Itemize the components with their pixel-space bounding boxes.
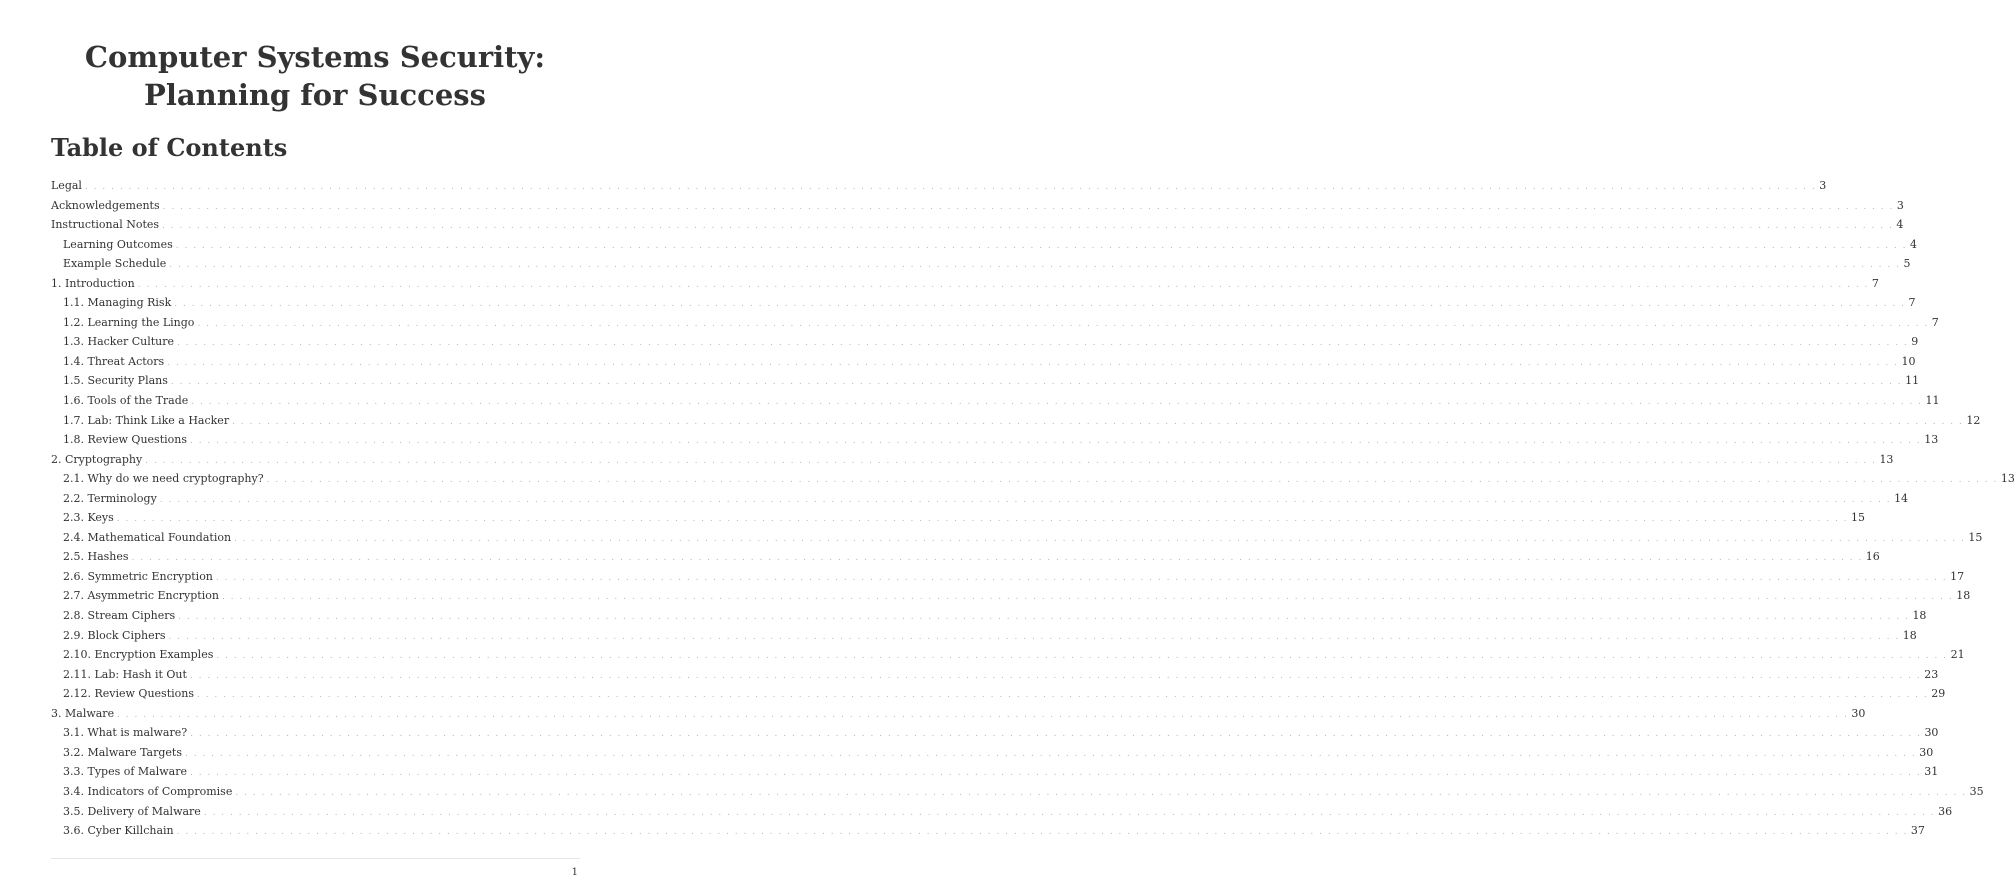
toc-dot-leader: . . . . . . . . . . . . . . . . . . . . . . . . . . . . . . . . . . . . . . . . . . . . . . . . . . . . . . . . . . . . . . . . . . . . . . . . . . . . . . . . . . . . . . . . . . . . . . . . . . . . . . . . . . . . . . . . . . . . . . . . . . . . . . . . . . . . . . . . . . . . . . . . . . . . . . . . . . . . . . . . . . . . . . . . . . . . . . . . . . . . . . . . . . . . . . . . . . . . . . .: [176, 827, 1908, 838]
toc-entry-page: 30: [1919, 745, 1934, 759]
toc-entry[interactable]: [51, 586, 1971, 606]
toc-entry-label: 2.9. Block Ciphers: [63, 628, 166, 642]
toc-entry-label: Instructional Notes: [51, 218, 160, 232]
toc-dot-leader: . . . . . . . . . . . . . . . . . . . . . . . . . . . . . . . . . . . . . . . . . . . . . . . . . . . . . . . . . . . . . . . . . . . . . . . . . . . . . . . . . . . . . . . . . . . . . . . . . . . . . . . . . . . . . . . . . . . . . . . . . . . . . . . . . . . . . . . . . . . . . . . . . . . . . . . . . . . . . . . . . . . . . . . . . . . . . . . . . . . . . . . . . . . . . . . . . . . . . . .: [184, 748, 1917, 759]
toc-entry-page: 30: [1851, 706, 1866, 720]
toc-dot-leader: . . . . . . . . . . . . . . . . . . . . . . . . . . . . . . . . . . . . . . . . . . . . . . . . . . . . . . . . . . . . . . . . . . . . . . . . . . . . . . . . . . . . . . . . . . . . . . . . . . . . . . . . . . . . . . . . . . . . . . . . . . . . . . . . . . . . . . . . . . . . . . . . . . . . . . . . . . . . . . . . . . . . . . . . . . . . . . . . . . . . . . . . . . . . . . . . . . . . . . .: [235, 787, 1967, 798]
toc-entry[interactable]: [51, 176, 1827, 196]
toc-dot-leader: . . . . . . . . . . . . . . . . . . . . . . . . . . . . . . . . . . . . . . . . . . . . . . . . . . . . . . . . . . . . . . . . . . . . . . . . . . . . . . . . . . . . . . . . . . . . . . . . . . . . . . . . . . . . . . . . . . . . . . . . . . . . . . . . . . . . . . . . . . . . . . . . . . . . . . . . . . . . . . . . . . . . . . . . . . . . . . . . . . . . . . . . . . . . . . . . . . . . . . .: [169, 260, 1901, 271]
toc-entry-page: 18: [1912, 609, 1927, 623]
toc-entry-label: 2.5. Hashes: [63, 550, 129, 564]
toc-entry-page: 14: [1894, 491, 1909, 505]
toc-entry-label: 1.3. Hacker Culture: [63, 335, 175, 349]
toc-entry-label: 2.3. Keys: [63, 511, 114, 525]
document-title-line-2: Planning for Success: [144, 78, 486, 112]
toc-entry-label: 1.2. Learning the Lingo: [63, 315, 195, 329]
toc-dot-leader: . . . . . . . . . . . . . . . . . . . . . . . . . . . . . . . . . . . . . . . . . . . . . . . . . . . . . . . . . . . . . . . . . . . . . . . . . . . . . . . . . . . . . . . . . . . . . . . . . . . . . . . . . . . . . . . . . . . . . . . . . . . . . . . . . . . . . . . . . . . . . . . . . . . . . . . . . . . . . . . . . . . . . . . . . . . . . . . . . . . . . . . . . . . . . . . . . . . . . . .: [221, 592, 1954, 603]
toc-entry-label: 1.4. Threat Actors: [63, 354, 165, 368]
page-number: 1: [571, 867, 578, 878]
toc-dot-leader: . . . . . . . . . . . . . . . . . . . . . . . . . . . . . . . . . . . . . . . . . . . . . . . . . . . . . . . . . . . . . . . . . . . . . . . . . . . . . . . . . . . . . . . . . . . . . . . . . . . . . . . . . . . . . . . . . . . . . . . . . . . . . . . . . . . . . . . . . . . . . . . . . . . . . . . . . . . . . . . . . . . . . . . . . . . . . . . . . . . . . . . . . . . . . . . . . . . . . . .: [191, 397, 1923, 408]
toc-entry-page: 3: [1896, 198, 1904, 212]
toc-entry-label: 2.10. Encryption Examples: [63, 648, 214, 662]
toc-entry[interactable]: [51, 489, 1909, 509]
toc-dot-leader: . . . . . . . . . . . . . . . . . . . . . . . . . . . . . . . . . . . . . . . . . . . . . . . . . . . . . . . . . . . . . . . . . . . . . . . . . . . . . . . . . . . . . . . . . . . . . . . . . . . . . . . . . . . . . . . . . . . . . . . . . . . . . . . . . . . . . . . . . . . . . . . . . . . . . . . . . . . . . . . . . . . . . . . . . . . . . . . . . . . . . . . . . . . . . . . . . . . . . . .: [190, 729, 1922, 740]
toc-entry[interactable]: [51, 528, 1983, 548]
document-title: [0, 38, 630, 114]
toc-dot-leader: . . . . . . . . . . . . . . . . . . . . . . . . . . . . . . . . . . . . . . . . . . . . . . . . . . . . . . . . . . . . . . . . . . . . . . . . . . . . . . . . . . . . . . . . . . . . . . . . . . . . . . . . . . . . . . . . . . . . . . . . . . . . . . . . . . . . . . . . . . . . . . . . . . . . . . . . . . . . . . . . . . . . . . . . . . . . . . . . . . . . . . . . . . . . . . . . . . . . . . .: [162, 201, 1894, 212]
toc-entry-label: 3.1. What is malware?: [63, 726, 188, 740]
toc-entry-label: Learning Outcomes: [63, 237, 173, 251]
toc-entry-page: 31: [1924, 765, 1939, 779]
toc-entry[interactable]: [51, 371, 1920, 391]
toc-entry-label: 1.6. Tools of the Trade: [63, 394, 189, 408]
toc-entry-page: 30: [1924, 726, 1939, 740]
toc-entry[interactable]: [51, 704, 1866, 724]
toc-dot-leader: . . . . . . . . . . . . . . . . . . . . . . . . . . . . . . . . . . . . . . . . . . . . . . . . . . . . . . . . . . . . . . . . . . . . . . . . . . . . . . . . . . . . . . . . . . . . . . . . . . . . . . . . . . . . . . . . . . . . . . . . . . . . . . . . . . . . . . . . . . . . . . . . . . . . . . . . . . . . . . . . . . . . . . . . . . . . . . . . . . . . . . . . . . . . . . . . . . . . . . .: [232, 416, 1964, 427]
toc-entry[interactable]: [51, 821, 1925, 841]
toc-entry-page: 15: [1968, 530, 1983, 544]
toc-entry-label: 1.7. Lab: Think Like a Hacker: [63, 413, 230, 427]
toc-entry-page: 36: [1938, 804, 1953, 818]
toc-entry[interactable]: [51, 450, 1894, 470]
toc-dot-leader: . . . . . . . . . . . . . . . . . . . . . . . . . . . . . . . . . . . . . . . . . . . . . . . . . . . . . . . . . . . . . . . . . . . . . . . . . . . . . . . . . . . . . . . . . . . . . . . . . . . . . . . . . . . . . . . . . . . . . . . . . . . . . . . . . . . . . . . . . . . . . . . . . . . . . . . . . . . . . . . . . . . . . . . . . . . . . . . . . . . . . . . . . . . . . . . . . . . . . . .: [170, 377, 1903, 388]
toc-entry-label: 3.5. Delivery of Malware: [63, 804, 201, 818]
toc-dot-leader: . . . . . . . . . . . . . . . . . . . . . . . . . . . . . . . . . . . . . . . . . . . . . . . . . . . . . . . . . . . . . . . . . . . . . . . . . . . . . . . . . . . . . . . . . . . . . . . . . . . . . . . . . . . . . . . . . . . . . . . . . . . . . . . . . . . . . . . . . . . . . . . . . . . . . . . . . . . . . . . . . . . . . . . . . . . . . . . . . . . . . . . . . . . . . . . . . . . . . . .: [190, 768, 1922, 779]
toc-dot-leader: . . . . . . . . . . . . . . . . . . . . . . . . . . . . . . . . . . . . . . . . . . . . . . . . . . . . . . . . . . . . . . . . . . . . . . . . . . . . . . . . . . . . . . . . . . . . . . . . . . . . . . . . . . . . . . . . . . . . . . . . . . . . . . . . . . . . . . . . . . . . . . . . . . . . . . . . . . . . . . . . . . . . . . . . . . . . . . . . . . . . . . . . . . . . . . . . . . . . . . .: [167, 357, 1899, 368]
toc-entry-page: 11: [1905, 374, 1920, 388]
toc-entry-label: 2.4. Mathematical Foundation: [63, 530, 232, 544]
toc-dot-leader: . . . . . . . . . . . . . . . . . . . . . . . . . . . . . . . . . . . . . . . . . . . . . . . . . . . . . . . . . . . . . . . . . . . . . . . . . . . . . . . . . . . . . . . . . . . . . . . . . . . . . . . . . . . . . . . . . . . . . . . . . . . . . . . . . . . . . . . . . . . . . . . . . . . . . . . . . . . . . . . . . . . . . . . . . . . . . . . . . . . . . . . . . . . . . . . . . . . . . . .: [175, 240, 1908, 251]
toc-entry-page: 7: [1871, 276, 1879, 290]
toc-entry-label: 3.4. Indicators of Compromise: [63, 784, 233, 798]
toc-entry-page: 12: [1966, 413, 1981, 427]
toc-entry[interactable]: [51, 196, 1904, 216]
toc-dot-leader: . . . . . . . . . . . . . . . . . . . . . . . . . . . . . . . . . . . . . . . . . . . . . . . . . . . . . . . . . . . . . . . . . . . . . . . . . . . . . . . . . . . . . . . . . . . . . . . . . . . . . . . . . . . . . . . . . . . . . . . . . . . . . . . . . . . . . . . . . . . . . . . . . . . . . . . . . . . . . . . . . . . . . . . . . . . . . . . . . . . . . . . . . . . . . . . . . . . . . . .: [162, 221, 1894, 232]
toc-entry-label: 3.3. Types of Malware: [63, 765, 188, 779]
toc-heading: Table of Contents: [51, 133, 288, 162]
toc-entry[interactable]: [51, 665, 1939, 685]
toc-dot-leader: . . . . . . . . . . . . . . . . . . . . . . . . . . . . . . . . . . . . . . . . . . . . . . . . . . . . . . . . . . . . . . . . . . . . . . . . . . . . . . . . . . . . . . . . . . . . . . . . . . . . . . . . . . . . . . . . . . . . . . . . . . . . . . . . . . . . . . . . . . . . . . . . . . . . . . . . . . . . . . . . . . . . . . . . . . . . . . . . . . . . . . . . . . . . . . . . . . . . . . .: [145, 455, 1877, 466]
toc-entry-page: 10: [1901, 354, 1916, 368]
toc-entry-label: 2.11. Lab: Hash it Out: [63, 667, 187, 681]
document-title-line-1: Computer Systems Security:: [84, 40, 546, 74]
toc-entry[interactable]: [51, 802, 1953, 822]
toc-entry-page: 3: [1819, 179, 1827, 192]
toc-entry[interactable]: [51, 332, 1919, 352]
toc-entry-label: Example Schedule: [63, 257, 167, 271]
toc-entry-page: 17: [1950, 569, 1965, 583]
toc-entry-page: 37: [1910, 824, 1925, 838]
toc-entry[interactable]: [51, 626, 1917, 646]
toc-dot-leader: . . . . . . . . . . . . . . . . . . . . . . . . . . . . . . . . . . . . . . . . . . . . . . . . . . . . . . . . . . . . . . . . . . . . . . . . . . . . . . . . . . . . . . . . . . . . . . . . . . . . . . . . . . . . . . . . . . . . . . . . . . . . . . . . . . . . . . . . . . . . . . . . . . . . . . . . . . . . . . . . . . . . . . . . . . . . . . . . . . . . . . . . . . . . . . . . . . . . . . .: [168, 631, 1900, 642]
toc-dot-leader: . . . . . . . . . . . . . . . . . . . . . . . . . . . . . . . . . . . . . . . . . . . . . . . . . . . . . . . . . . . . . . . . . . . . . . . . . . . . . . . . . . . . . . . . . . . . . . . . . . . . . . . . . . . . . . . . . . . . . . . . . . . . . . . . . . . . . . . . . . . . . . . . . . . . . . . . . . . . . . . . . . . . . . . . . . . . . . . . . . . . . . . . . . . . . . . . . . . . . . .: [189, 670, 1922, 681]
toc-entry[interactable]: [51, 762, 1939, 782]
toc-entry[interactable]: [51, 645, 1965, 665]
toc-dot-leader: . . . . . . . . . . . . . . . . . . . . . . . . . . . . . . . . . . . . . . . . . . . . . . . . . . . . . . . . . . . . . . . . . . . . . . . . . . . . . . . . . . . . . . . . . . . . . . . . . . . . . . . . . . . . . . . . . . . . . . . . . . . . . . . . . . . . . . . . . . . . . . . . . . . . . . . . . . . . . . . . . . . . . . . . . . . . . . . . . . . . . . . . . . . . . . . . . . . . . . .: [131, 553, 1863, 564]
toc-entry-label: Legal: [51, 179, 82, 192]
toc-entry-page: 23: [1924, 667, 1939, 681]
toc-entry[interactable]: [51, 684, 1946, 704]
toc-dot-leader: . . . . . . . . . . . . . . . . . . . . . . . . . . . . . . . . . . . . . . . . . . . . . . . . . . . . . . . . . . . . . . . . . . . . . . . . . . . . . . . . . . . . . . . . . . . . . . . . . . . . . . . . . . . . . . . . . . . . . . . . . . . . . . . . . . . . . . . . . . . . . . . . . . . . . . . . . . . . . . . . . . . . . . . . . . . . . . . . . . . . . . . . . . . . . . . . . . . . . . .: [216, 651, 1948, 662]
toc-dot-leader: . . . . . . . . . . . . . . . . . . . . . . . . . . . . . . . . . . . . . . . . . . . . . . . . . . . . . . . . . . . . . . . . . . . . . . . . . . . . . . . . . . . . . . . . . . . . . . . . . . . . . . . . . . . . . . . . . . . . . . . . . . . . . . . . . . . . . . . . . . . . . . . . . . . . . . . . . . . . . . . . . . . . . . . . . . . . . . . . . . . . . . . . . . . . . . . . . . . . . . .: [234, 533, 1966, 544]
toc-entry-label: Acknowledgements: [51, 198, 160, 212]
toc-dot-leader: . . . . . . . . . . . . . . . . . . . . . . . . . . . . . . . . . . . . . . . . . . . . . . . . . . . . . . . . . . . . . . . . . . . . . . . . . . . . . . . . . . . . . . . . . . . . . . . . . . . . . . . . . . . . . . . . . . . . . . . . . . . . . . . . . . . . . . . . . . . . . . . . . . . . . . . . . . . . . . . . . . . . . . . . . . . . . . . . . . . . . . . . . . . . . . . . . . . . . . .: [197, 318, 1929, 329]
toc-entry-page: 18: [1902, 628, 1917, 642]
toc-dot-leader: . . . . . . . . . . . . . . . . . . . . . . . . . . . . . . . . . . . . . . . . . . . . . . . . . . . . . . . . . . . . . . . . . . . . . . . . . . . . . . . . . . . . . . . . . . . . . . . . . . . . . . . . . . . . . . . . . . . . . . . . . . . . . . . . . . . . . . . . . . . . . . . . . . . . . . . . . . . . . . . . . . . . . . . . . . . . . . . . . . . . . . . . . . . . . . . . . . . . . . .: [196, 690, 1929, 701]
toc-entry-page: 35: [1969, 784, 1984, 798]
toc-dot-leader: . . . . . . . . . . . . . . . . . . . . . . . . . . . . . . . . . . . . . . . . . . . . . . . . . . . . . . . . . . . . . . . . . . . . . . . . . . . . . . . . . . . . . . . . . . . . . . . . . . . . . . . . . . . . . . . . . . . . . . . . . . . . . . . . . . . . . . . . . . . . . . . . . . . . . . . . . . . . . . . . . . . . . . . . . . . . . . . . . . . . . . . . . . . . . . . . . . . . . . .: [137, 279, 1869, 290]
toc-entry-label: 1.5. Security Plans: [63, 374, 168, 388]
toc-entry-page: 7: [1931, 315, 1939, 329]
toc-entry[interactable]: [51, 723, 1939, 743]
toc-entry[interactable]: [51, 254, 1911, 274]
toc-dot-leader: . . . . . . . . . . . . . . . . . . . . . . . . . . . . . . . . . . . . . . . . . . . . . . . . . . . . . . . . . . . . . . . . . . . . . . . . . . . . . . . . . . . . . . . . . . . . . . . . . . . . . . . . . . . . . . . . . . . . . . . . . . . . . . . . . . . . . . . . . . . . . . . . . . . . . . . . . . . . . . . . . . . . . . . . . . . . . . . . . . . . . . . . . . . . . . . . . . . . . . .: [177, 338, 1909, 349]
toc-entry-label: 1. Introduction: [51, 276, 135, 290]
toc-entry[interactable]: [51, 508, 1866, 528]
toc-entry[interactable]: [51, 743, 1934, 763]
toc-entry-page: 21: [1950, 648, 1965, 662]
toc-entry[interactable]: [51, 391, 1940, 411]
toc-entry-page: 13: [1924, 433, 1939, 447]
toc-dot-leader: . . . . . . . . . . . . . . . . . . . . . . . . . . . . . . . . . . . . . . . . . . . . . . . . . . . . . . . . . . . . . . . . . . . . . . . . . . . . . . . . . . . . . . . . . . . . . . . . . . . . . . . . . . . . . . . . . . . . . . . . . . . . . . . . . . . . . . . . . . . . . . . . . . . . . . . . . . . . . . . . . . . . . . . . . . . . . . . . . . . . . . . . . . . . . . . . . . . . . . .: [174, 299, 1906, 310]
toc-entry[interactable]: [51, 547, 1880, 567]
toc-entry[interactable]: [51, 411, 1981, 431]
toc-dot-leader: . . . . . . . . . . . . . . . . . . . . . . . . . . . . . . . . . . . . . . . . . . . . . . . . . . . . . . . . . . . . . . . . . . . . . . . . . . . . . . . . . . . . . . . . . . . . . . . . . . . . . . . . . . . . . . . . . . . . . . . . . . . . . . . . . . . . . . . . . . . . . . . . . . . . . . . . . . . . . . . . . . . . . . . . . . . . . . . . . . . . . . . . . . . . . . . . . . . . . . .: [203, 807, 1936, 818]
toc-entry[interactable]: [51, 293, 1916, 313]
toc-entry-page: 13: [1879, 452, 1894, 466]
toc-entry-page: 11: [1925, 394, 1940, 408]
toc-entry-label: 2.1. Why do we need cryptography?: [63, 472, 264, 486]
toc-list: [51, 176, 2015, 841]
toc-entry-page: 13: [2000, 472, 2015, 486]
toc-entry-page: 7: [1908, 296, 1916, 310]
toc-dot-leader: . . . . . . . . . . . . . . . . . . . . . . . . . . . . . . . . . . . . . . . . . . . . . . . . . . . . . . . . . . . . . . . . . . . . . . . . . . . . . . . . . . . . . . . . . . . . . . . . . . . . . . . . . . . . . . . . . . . . . . . . . . . . . . . . . . . . . . . . . . . . . . . . . . . . . . . . . . . . . . . . . . . . . . . . . . . . . . . . . . . . . . . . . . . . . . . . . . . . . . .: [84, 182, 1817, 192]
toc-dot-leader: . . . . . . . . . . . . . . . . . . . . . . . . . . . . . . . . . . . . . . . . . . . . . . . . . . . . . . . . . . . . . . . . . . . . . . . . . . . . . . . . . . . . . . . . . . . . . . . . . . . . . . . . . . . . . . . . . . . . . . . . . . . . . . . . . . . . . . . . . . . . . . . . . . . . . . . . . . . . . . . . . . . . . . . . . . . . . . . . . . . . . . . . . . . . . . . . . . . . . . .: [117, 709, 1849, 720]
toc-entry-label: 2. Cryptography: [51, 452, 143, 466]
toc-dot-leader: . . . . . . . . . . . . . . . . . . . . . . . . . . . . . . . . . . . . . . . . . . . . . . . . . . . . . . . . . . . . . . . . . . . . . . . . . . . . . . . . . . . . . . . . . . . . . . . . . . . . . . . . . . . . . . . . . . . . . . . . . . . . . . . . . . . . . . . . . . . . . . . . . . . . . . . . . . . . . . . . . . . . . . . . . . . . . . . . . . . . . . . . . . . . . . . . . . . . . . .: [189, 436, 1922, 447]
toc-entry-page: 18: [1956, 589, 1971, 603]
toc-entry[interactable]: [51, 352, 1916, 372]
footer-divider: [51, 858, 580, 859]
toc-dot-leader: . . . . . . . . . . . . . . . . . . . . . . . . . . . . . . . . . . . . . . . . . . . . . . . . . . . . . . . . . . . . . . . . . . . . . . . . . . . . . . . . . . . . . . . . . . . . . . . . . . . . . . . . . . . . . . . . . . . . . . . . . . . . . . . . . . . . . . . . . . . . . . . . . . . . . . . . . . . . . . . . . . . . . . . . . . . . . . . . . . . . . . . . . . . . . . . . . . . . . . .: [178, 612, 1910, 623]
toc-entry[interactable]: [51, 430, 1939, 450]
toc-entry-label: 3. Malware: [51, 706, 115, 720]
toc-entry[interactable]: [51, 567, 1965, 587]
toc-dot-leader: . . . . . . . . . . . . . . . . . . . . . . . . . . . . . . . . . . . . . . . . . . . . . . . . . . . . . . . . . . . . . . . . . . . . . . . . . . . . . . . . . . . . . . . . . . . . . . . . . . . . . . . . . . . . . . . . . . . . . . . . . . . . . . . . . . . . . . . . . . . . . . . . . . . . . . . . . . . . . . . . . . . . . . . . . . . . . . . . . . . . . . . . . . . . . . . . . . . . . . .: [159, 494, 1892, 505]
toc-entry-page: 4: [1896, 218, 1904, 232]
toc-entry-page: 29: [1931, 687, 1946, 701]
toc-entry[interactable]: [51, 313, 1939, 333]
toc-entry-label: 2.2. Terminology: [63, 491, 157, 505]
toc-entry[interactable]: [51, 606, 1927, 626]
toc-entry[interactable]: [51, 782, 1984, 802]
toc-entry-page: 5: [1903, 257, 1911, 271]
toc-entry-label: 3.6. Cyber Killchain: [63, 824, 174, 838]
toc-dot-leader: . . . . . . . . . . . . . . . . . . . . . . . . . . . . . . . . . . . . . . . . . . . . . . . . . . . . . . . . . . . . . . . . . . . . . . . . . . . . . . . . . . . . . . . . . . . . . . . . . . . . . . . . . . . . . . . . . . . . . . . . . . . . . . . . . . . . . . . . . . . . . . . . . . . . . . . . . . . . . . . . . . . . . . . . . . . . . . . . . . . . . . . . . . . . . . . . . . . . . . .: [215, 572, 1948, 583]
toc-entry-label: 1.1. Managing Risk: [63, 296, 172, 310]
toc-entry[interactable]: [51, 274, 1879, 294]
toc-entry-label: 3.2. Malware Targets: [63, 745, 182, 759]
toc-entry-page: 9: [1911, 335, 1919, 349]
toc-entry-label: 1.8. Review Questions: [63, 433, 187, 447]
toc-entry[interactable]: [51, 235, 1918, 255]
toc-entry[interactable]: [51, 469, 2015, 489]
toc-entry-page: 16: [1865, 550, 1880, 564]
toc-dot-leader: . . . . . . . . . . . . . . . . . . . . . . . . . . . . . . . . . . . . . . . . . . . . . . . . . . . . . . . . . . . . . . . . . . . . . . . . . . . . . . . . . . . . . . . . . . . . . . . . . . . . . . . . . . . . . . . . . . . . . . . . . . . . . . . . . . . . . . . . . . . . . . . . . . . . . . . . . . . . . . . . . . . . . . . . . . . . . . . . . . . . . . . . . . . . . . . . . . . . . . .: [266, 475, 1998, 486]
toc-entry-label: 2.6. Symmetric Encryption: [63, 569, 213, 583]
toc-entry-page: 15: [1851, 511, 1866, 525]
toc-entry-page: 4: [1910, 237, 1918, 251]
toc-entry-label: 2.8. Stream Ciphers: [63, 609, 176, 623]
toc-entry[interactable]: [51, 215, 1904, 235]
toc-entry-label: 2.7. Asymmetric Encryption: [63, 589, 219, 603]
toc-entry-label: 2.12. Review Questions: [63, 687, 194, 701]
toc-dot-leader: . . . . . . . . . . . . . . . . . . . . . . . . . . . . . . . . . . . . . . . . . . . . . . . . . . . . . . . . . . . . . . . . . . . . . . . . . . . . . . . . . . . . . . . . . . . . . . . . . . . . . . . . . . . . . . . . . . . . . . . . . . . . . . . . . . . . . . . . . . . . . . . . . . . . . . . . . . . . . . . . . . . . . . . . . . . . . . . . . . . . . . . . . . . . . . . . . . . . . . .: [116, 514, 1849, 525]
